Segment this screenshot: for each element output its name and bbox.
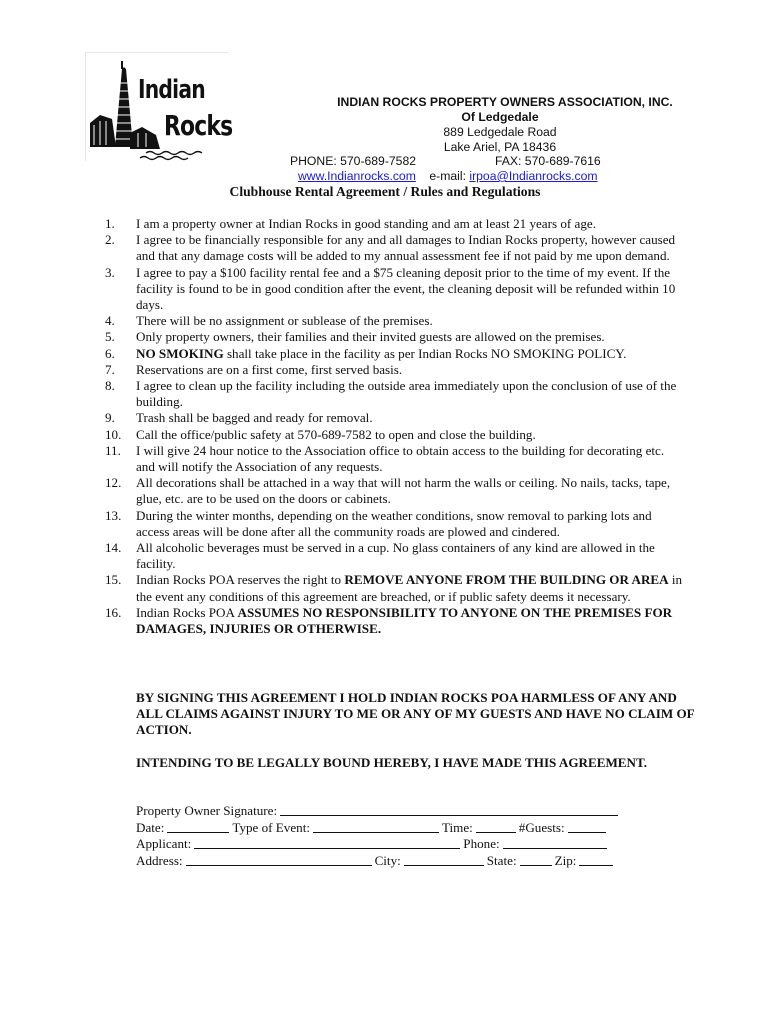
signature-form <box>136 803 696 869</box>
rule-text <box>136 378 685 410</box>
rule-text <box>136 216 685 232</box>
rule-item <box>105 378 685 410</box>
rule-text <box>136 346 685 362</box>
address-label: Address: <box>136 852 183 868</box>
applicant-label: Applicant: <box>136 836 192 852</box>
rule-text-segment: Indian Rocks POA <box>136 604 238 620</box>
city-label: City: <box>374 852 401 868</box>
rule-text <box>136 410 685 426</box>
form-row-signature <box>136 803 696 820</box>
rule-text-segment: Indian Rocks POA reserves the right to <box>136 572 345 588</box>
legally-bound-statement: INTENDING TO BE LEGALLY BOUND HEREBY, I HAVE MADE THIS AGREEMENT. <box>136 755 648 770</box>
signature-field[interactable] <box>280 803 618 816</box>
rule-text-segment: I agree to clean up the facility including the outside area immediately upon the conclusion of use of the building. <box>136 378 677 410</box>
zip-field[interactable] <box>579 853 613 866</box>
rule-item <box>105 572 685 604</box>
rule-text <box>136 265 685 314</box>
phone-label: Phone: <box>463 836 500 852</box>
rule-number: 2. <box>105 232 115 248</box>
time-label: Time: <box>441 819 473 835</box>
rule-number: 8. <box>105 378 115 394</box>
rule-text <box>136 362 685 378</box>
rule-item <box>105 475 685 507</box>
rule-text <box>136 232 685 264</box>
rule-text-segment: I agree to be financially responsible for any and all damages to Indian Rocks property, however caused and that any damage costs will be added to my annual assessment fee if not paid by me upon demand. <box>136 232 676 264</box>
zip-label: Zip: <box>554 852 577 868</box>
website-link[interactable]: www.Indianrocks.com <box>298 169 416 183</box>
address-line-2: Lake Ariel, PA 18436 <box>443 140 557 154</box>
rule-text <box>136 605 685 637</box>
rule-item <box>105 605 685 637</box>
email-label: e-mail: <box>429 169 466 183</box>
rule-text <box>136 313 685 329</box>
rule-number: 9. <box>105 410 115 426</box>
rule-text <box>136 475 685 507</box>
rule-text <box>136 427 685 443</box>
rule-item <box>105 427 685 443</box>
phone-field[interactable] <box>503 836 607 849</box>
rule-item <box>105 265 685 314</box>
rule-text-segment: I am a property owner at Indian Rocks in good standing and am at least 21 years of age. <box>136 216 596 231</box>
rule-text-segment: Trash shall be bagged and ready for removal. <box>136 410 373 426</box>
contact-web-email <box>298 169 638 184</box>
rule-text-bold: ASSUMES NO RESPONSIBILITY TO ANYONE ON THE PREMISES FOR DAMAGES, INJURIES OR OTHERWISE. <box>136 604 673 637</box>
phone-number: PHONE: 570-689-7582 <box>290 154 417 168</box>
email-link[interactable]: irpoa@Indianrocks.com <box>469 169 598 183</box>
rule-text-segment: Call the office/public safety at 570-689-7582 to open and close the building. <box>136 426 536 442</box>
applicant-field[interactable] <box>194 836 460 849</box>
rule-number: 13. <box>105 507 122 523</box>
rule-number: 10. <box>105 426 122 442</box>
rule-number: 1. <box>105 216 115 231</box>
rule-item <box>105 329 685 345</box>
date-label: Date: <box>136 819 165 835</box>
rule-item <box>105 362 685 378</box>
rule-number: 12. <box>105 475 122 491</box>
event-type-label: Type of Event: <box>232 819 310 835</box>
rule-text <box>136 443 685 475</box>
rule-text-segment: All alcoholic beverages must be served in a cup. No glass containers of any kind are allowed in the facility. <box>136 540 655 572</box>
rule-text-bold: NO SMOKING <box>136 345 224 361</box>
rule-number: 14. <box>105 540 122 556</box>
form-row-date <box>136 820 696 837</box>
rule-item <box>105 313 685 329</box>
date-field[interactable] <box>167 820 229 833</box>
rule-text-segment: I agree to pay a $100 facility rental fee and a $75 cleaning deposit prior to the time of my event. If the facility is found to be in good condition after the event, the cleaning deposit will be refunded within 10 days. <box>136 264 676 313</box>
logo-word-indian: Indian <box>138 75 205 105</box>
rule-text-segment: Reservations are on a first come, first served basis. <box>136 361 403 377</box>
hold-harmless-statement: BY SIGNING THIS AGREEMENT I HOLD INDIAN ROCKS POA HARMLESS OF ANY AND ALL CLAIMS AGAINST INJURY TO ME OR ANY OF MY GUESTS AND HAVE NO CLAIM OF ACTION. <box>136 690 695 738</box>
rule-item <box>105 540 685 572</box>
rule-text-segment: During the winter months, depending on the weather conditions, snow removal to parking lots and access areas will be done after all the community roads are plowed and cindered. <box>136 507 652 539</box>
rule-item <box>105 346 685 362</box>
logo-illustration <box>86 53 228 161</box>
time-field[interactable] <box>476 820 516 833</box>
address-field[interactable] <box>186 853 372 866</box>
rule-number: 11. <box>105 442 121 458</box>
rule-text <box>136 540 685 572</box>
rule-text-segment: There will be no assignment or sublease of the premises. <box>136 313 433 329</box>
rule-text-segment: Only property owners, their families and their invited guests are allowed on the premises. <box>136 329 605 345</box>
rule-number: 5. <box>105 329 115 345</box>
rule-number: 3. <box>105 264 115 280</box>
rule-number: 15. <box>105 572 122 588</box>
guests-label: #Guests: <box>518 819 565 835</box>
form-row-applicant <box>136 836 696 853</box>
rule-item <box>105 410 685 426</box>
logo-word-rocks: Rocks <box>164 109 233 142</box>
rule-item <box>105 443 685 475</box>
indian-rocks-logo <box>85 52 233 161</box>
contact-phone-fax <box>290 154 630 169</box>
rule-text-bold: REMOVE ANYONE FROM THE BUILDING OR AREA <box>344 572 669 588</box>
rule-number: 4. <box>105 313 115 329</box>
rule-item <box>105 216 685 232</box>
rule-text <box>136 508 685 540</box>
rule-text <box>136 329 685 345</box>
guests-field[interactable] <box>568 820 606 833</box>
fax-number: FAX: 570-689-7616 <box>495 154 601 168</box>
state-label: State: <box>486 852 517 868</box>
association-name: INDIAN ROCKS PROPERTY OWNERS ASSOCIATION, INC. <box>337 95 673 109</box>
signature-label: Property Owner Signature: <box>136 803 278 818</box>
association-subtitle: Of Ledgedale <box>461 110 539 124</box>
rule-text-segment: shall take place in the facility as per Indian Rocks NO SMOKING POLICY. <box>223 345 627 361</box>
event-type-field[interactable] <box>313 820 439 833</box>
rule-item <box>105 232 685 264</box>
rule-number: 6. <box>105 345 115 361</box>
rule-number: 16. <box>105 604 122 620</box>
rule-text <box>136 572 685 604</box>
rule-text-segment: All decorations shall be attached in a way that will not harm the walls or ceiling. No nails, tacks, tape, glue, etc. are to be used on the doors or cabinets. <box>136 475 671 507</box>
rule-text-segment: in the event any conditions of this agreement are breached, or if public safety deems it necessary. <box>136 572 683 604</box>
rule-item <box>105 508 685 540</box>
rule-text-segment: I will give 24 hour notice to the Association office to obtain access to the building for decorating etc. and will notify the Association of any requests. <box>136 442 665 475</box>
form-row-address <box>136 853 696 870</box>
rules-list <box>105 216 685 637</box>
address-line-1: 889 Ledgedale Road <box>443 125 557 139</box>
document-title: Clubhouse Rental Agreement / Rules and Regulations <box>229 184 541 199</box>
rule-number: 7. <box>105 361 115 377</box>
state-field[interactable] <box>520 853 552 866</box>
city-field[interactable] <box>404 853 484 866</box>
